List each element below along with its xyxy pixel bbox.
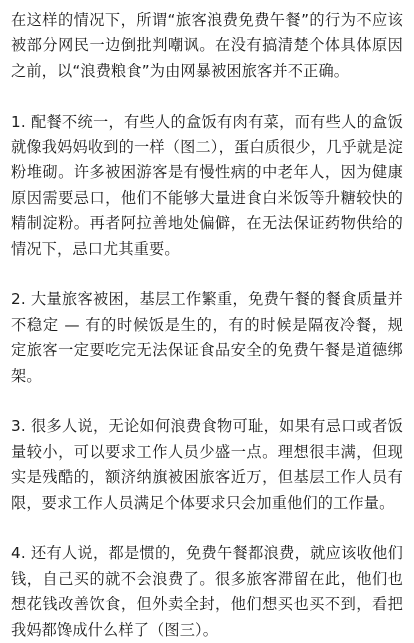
point-4-paragraph: 4. 还有人说，都是惯的，免费午餐都浪费，就应该收他们钱，自己买的就不会浪费了。很多旅客滞留在此，他们也想花钱改善饮食，但外卖全封，他们想买也买不到，看把我妈都馋成什么样了（图三）。 — [11, 544, 403, 639]
point-1-paragraph: 1. 配餐不统一，有些人的盒饭有肉有菜，而有些人的盒饭就像我妈妈收到的一样（图二），蛋白质很少，几乎就是淀粉堆砌。许多被困游客是有慢性病的中老年人，因为健康原因需要忌口，他们不能够大量进食白米饭等升糖较快的精制淀粉。再者阿拉善地处偏僻，在无法保证药物供给的情况下，忌口尤其重要。 — [11, 112, 403, 258]
article-body — [11, 8, 403, 643]
point-2-paragraph: 2. 大量旅客被困，基层工作繁重，免费午餐的餐食质量并不稳定 — 有的时候饭是生的，有的时候是隔夜冷餐，规定旅客一定要吃完无法保证食品安全的免费午餐是道德绑架。 — [11, 290, 403, 385]
point-3-paragraph: 3. 很多人说，无论如何浪费食物可耻，如果有忌口或者饭量较小，可以要求工作人员少盛一点。理想很丰满，但现实是残酷的，额济纳旗被困旅客近万，但基层工作人员有限，要求工作人员满足个体要求只会加重他们的工作量。 — [11, 417, 403, 512]
intro-paragraph: 在这样的情况下，所谓“旅客浪费免费午餐”的行为不应该被部分网民一边倒批判嘲讽。在没有搞清楚个体具体原因之前，以“浪费粮食”为由网暴被困旅客并不正确。 — [11, 11, 403, 80]
